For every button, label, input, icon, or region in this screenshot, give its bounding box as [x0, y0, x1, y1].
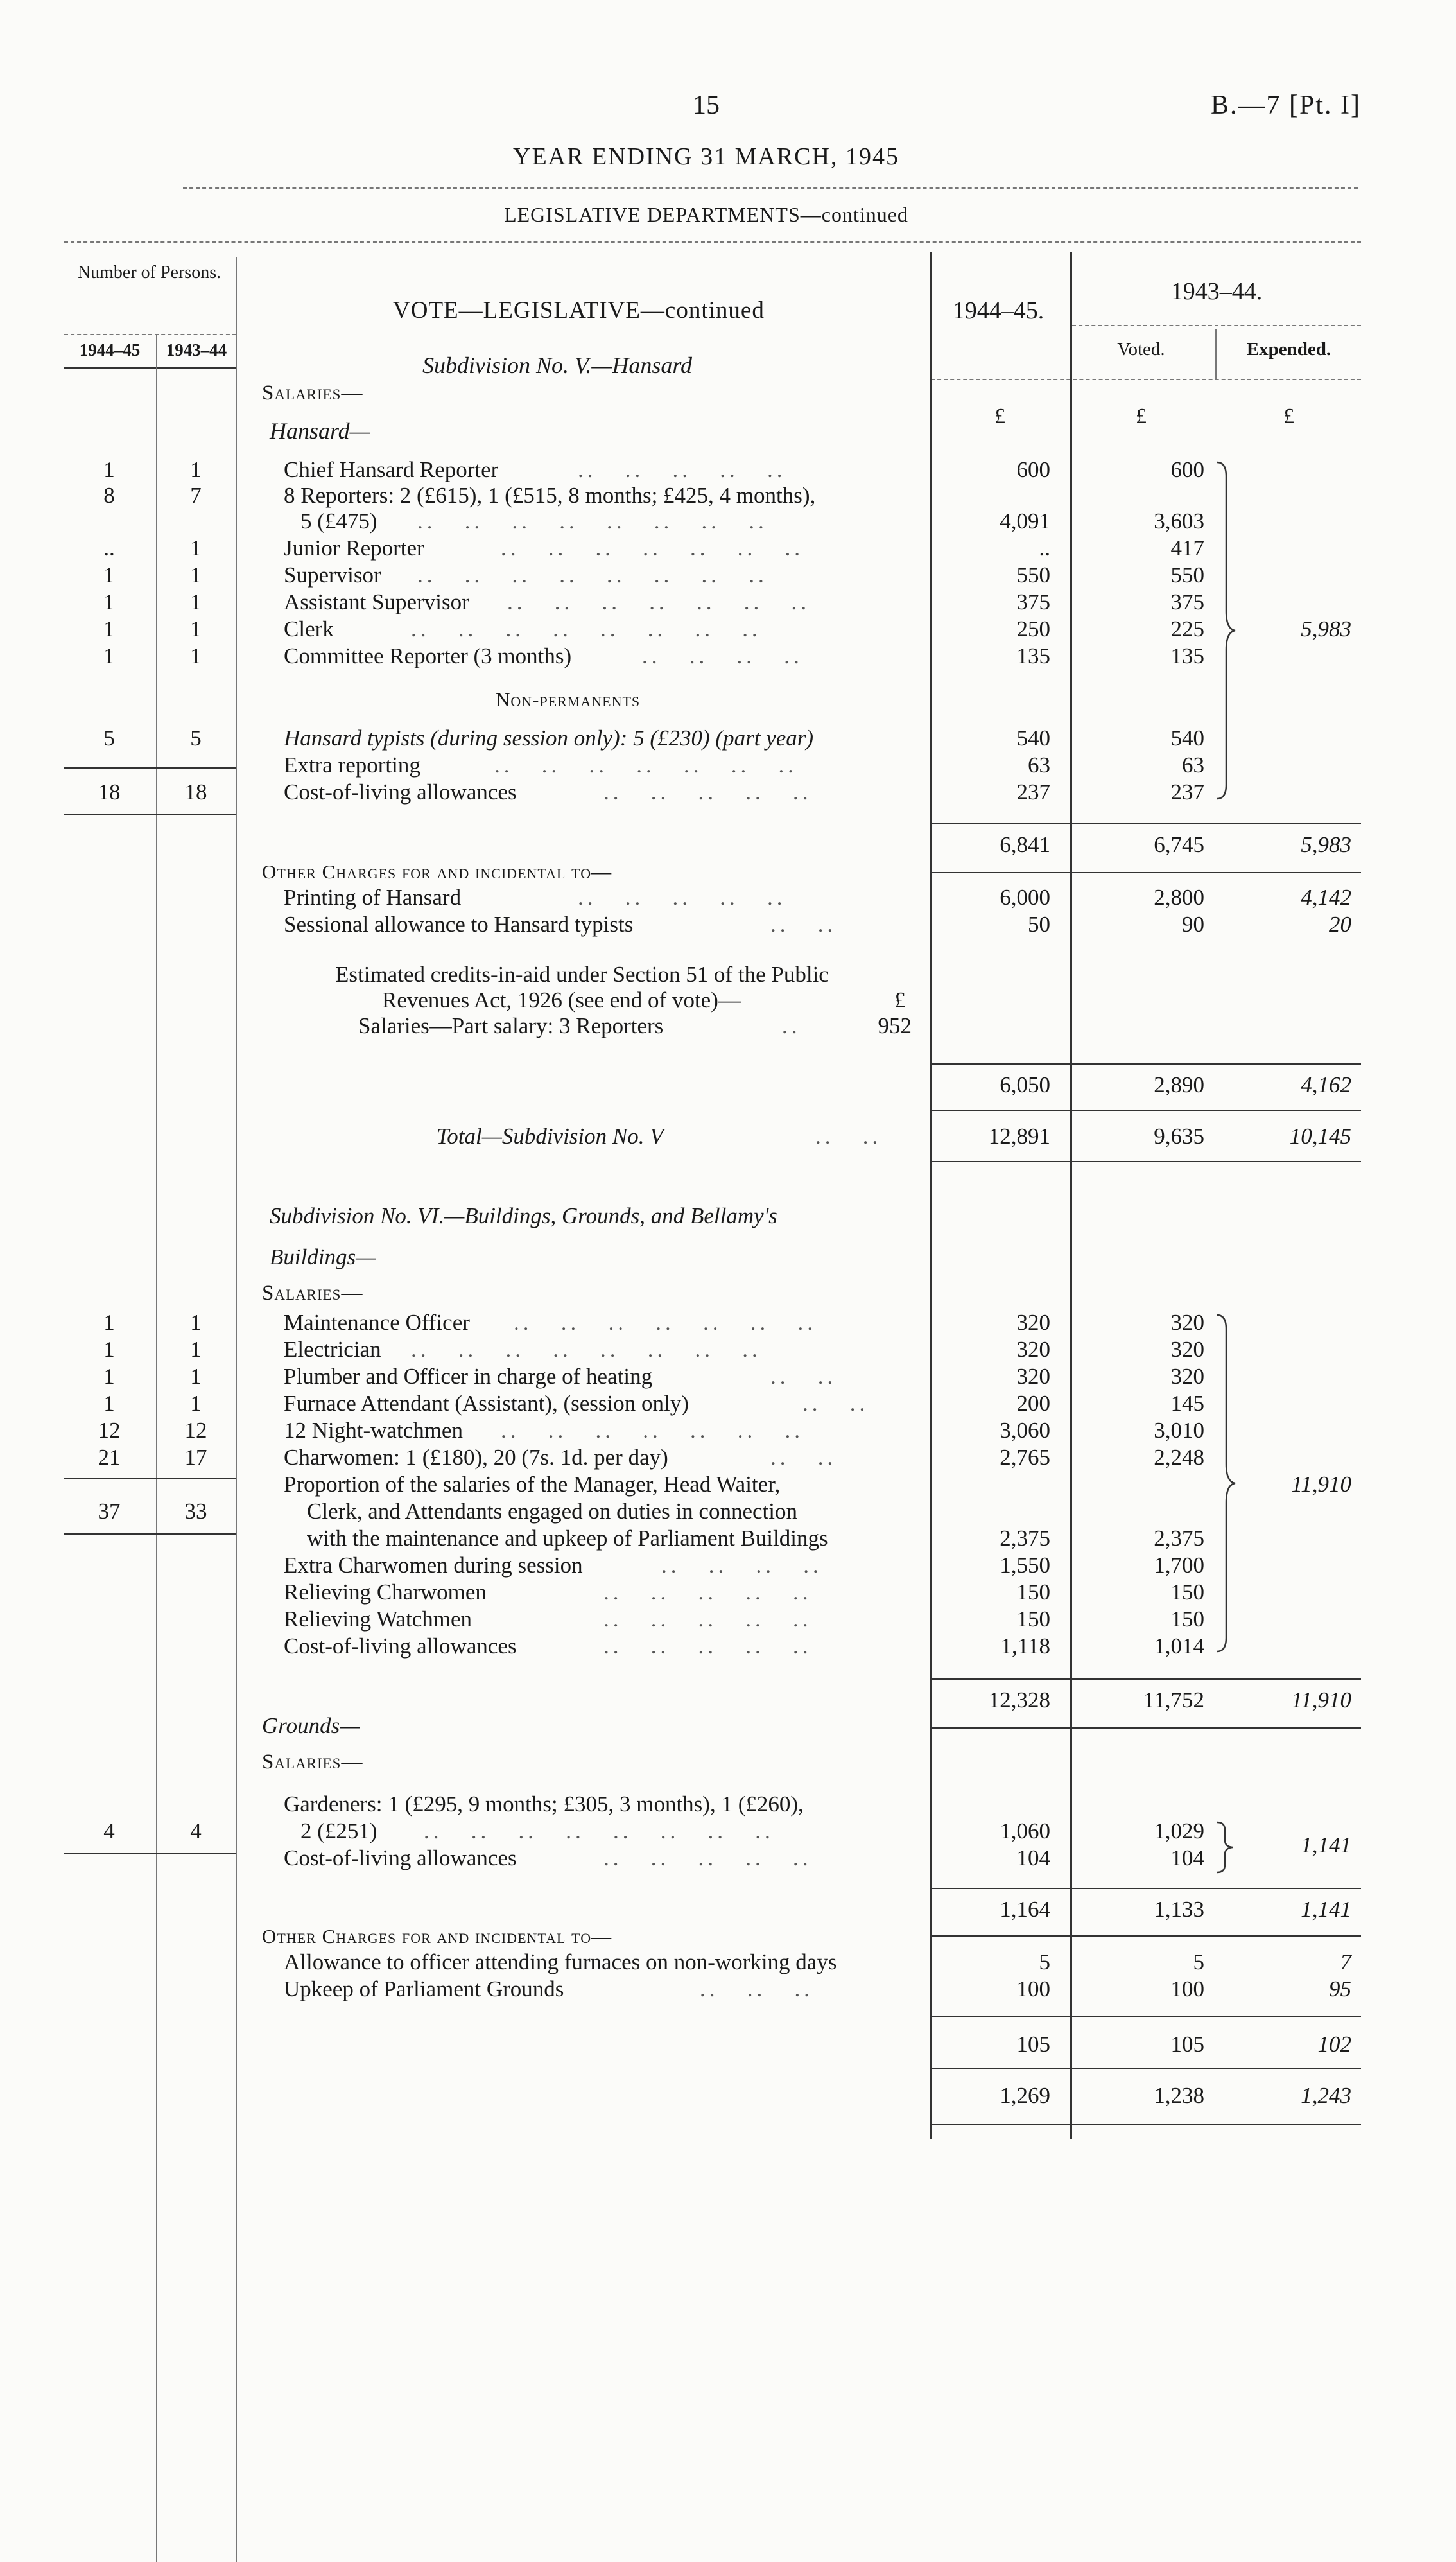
- subtotal-1944-45: 12,328: [988, 1687, 1050, 1712]
- amount-1944-45: 2,765: [1000, 1445, 1050, 1470]
- hansard-heading: Hansard—: [270, 418, 370, 444]
- amount-1944-45: 2,375: [1000, 1526, 1050, 1551]
- unit-1944-45: £: [994, 405, 1005, 428]
- item-label: Maintenance Officer: [284, 1310, 470, 1335]
- amount-1944-45: 320: [1016, 1310, 1050, 1335]
- amount-1944-45: 150: [1016, 1607, 1050, 1632]
- amount-voted: 3,010: [1154, 1418, 1204, 1443]
- item-label: Relieving Watchmen: [284, 1607, 472, 1632]
- persons-header: Number of Persons.: [77, 263, 221, 283]
- amount-voted: 135: [1170, 643, 1204, 668]
- total-expended: 10,145: [1289, 1124, 1351, 1149]
- rule: [931, 1727, 1361, 1729]
- subtotal-expended: 1,141: [1301, 1897, 1351, 1922]
- credits-line-3: Salaries—Part salary: 3 Reporters: [358, 1013, 664, 1038]
- subdivision-5-heading: Subdivision No. V.—Hansard: [422, 353, 693, 378]
- item-label: Gardeners: 1 (£295, 9 months; £305, 3 months), 1 (£260),: [284, 1791, 804, 1817]
- persons-total-1944-45: 37: [98, 1499, 121, 1524]
- item-label: Assistant Supervisor: [284, 589, 469, 614]
- other-charges-heading: Other Charges for and incidental to—: [262, 1925, 612, 1948]
- item-label-continued: 5 (£475): [300, 509, 377, 534]
- rule: [64, 367, 236, 369]
- amount-1944-45: 6,000: [1000, 885, 1050, 910]
- leader-dots: .. .. .. .. .. .. .. ..: [417, 509, 768, 534]
- subtotal-1944-45: 6,841: [1000, 832, 1050, 857]
- persons-1944-45: 12: [98, 1418, 121, 1443]
- column-rule: [1215, 329, 1217, 380]
- leader-dots: .. .. .. .. .. .. ..: [501, 536, 804, 561]
- amount-voted: 320: [1170, 1310, 1204, 1335]
- item-label: 8 Reporters: 2 (£615), 1 (£515, 8 months; £425, 4 months),: [284, 483, 816, 508]
- persons-1943-44: 17: [184, 1445, 207, 1470]
- persons-header-1943-44: 1943–44: [166, 340, 227, 360]
- rule: [64, 1478, 236, 1479]
- subtotal-1944-45: 6,050: [1000, 1072, 1050, 1097]
- leader-dots: .. .. .. .. ..: [603, 1845, 812, 1870]
- credits-line-1: Estimated credits-in-aid under Section 51 of the Public: [335, 962, 829, 987]
- subtotal-1944-45: 1,164: [1000, 1897, 1050, 1922]
- amount-voted: 1,014: [1154, 1634, 1204, 1659]
- leader-dots: .. ..: [770, 1364, 837, 1389]
- amount-1944-45: 3,060: [1000, 1418, 1050, 1443]
- subtotal-expended: 5,983: [1301, 832, 1351, 857]
- item-label: Relieving Charwomen: [284, 1580, 487, 1605]
- rule: [931, 823, 1361, 824]
- amount-voted: 2,248: [1154, 1445, 1204, 1470]
- leader-dots: .. .. .. .. ..: [578, 457, 786, 482]
- item-label: Extra Charwomen during session: [284, 1553, 583, 1578]
- persons-1943-44: 1: [190, 589, 202, 614]
- amount-voted: 320: [1170, 1337, 1204, 1362]
- leader-dots: .. .. .. .. .. .. ..: [494, 753, 797, 778]
- rule: [1072, 325, 1361, 326]
- rule: [64, 767, 236, 769]
- column-rule: [236, 257, 237, 2562]
- item-label: Allowance to officer attending furnaces on non-working days: [284, 1949, 837, 1974]
- amount-voted: 550: [1170, 562, 1204, 588]
- persons-1943-44: 18: [184, 780, 207, 805]
- amount-voted: 375: [1170, 589, 1204, 614]
- total-1944-45: 1,269: [1000, 2083, 1050, 2108]
- unit-voted: £: [1136, 405, 1147, 428]
- persons-1944-45: 1: [103, 616, 115, 641]
- item-label: Cost-of-living allowances: [284, 1634, 517, 1659]
- persons-1943-44: 1: [190, 1310, 202, 1335]
- persons-1943-44: 12: [184, 1418, 207, 1443]
- amount-1944-45: 550: [1016, 562, 1050, 588]
- persons-1943-44: 4: [190, 1818, 202, 1843]
- persons-1944-45: 1: [103, 1310, 115, 1335]
- amount-voted: 100: [1170, 1976, 1204, 2001]
- item-label: Supervisor: [284, 562, 381, 588]
- rule: [64, 334, 236, 335]
- amount-voted: 1,700: [1154, 1553, 1204, 1578]
- amount-expended: 4,142: [1301, 885, 1351, 910]
- amount-voted: 600: [1170, 457, 1204, 482]
- other-charges-heading: Other Charges for and incidental to—: [262, 860, 612, 883]
- total-label: Total—Subdivision No. V: [437, 1124, 664, 1149]
- subtotal-1944-45: 105: [1016, 2032, 1050, 2057]
- right-brace-icon: [1215, 1310, 1240, 1657]
- item-label: Hansard typists (during session only): 5 (£230) (part year): [284, 726, 814, 751]
- rule: [183, 187, 1358, 189]
- item-label: Extra reporting: [284, 753, 420, 778]
- leader-dots: .. .. .. .. .. .. ..: [514, 1310, 817, 1335]
- leader-dots: .. .. .. .. ..: [603, 780, 812, 805]
- persons-1943-44: 5: [190, 726, 202, 751]
- amount-voted: 3,603: [1154, 509, 1204, 534]
- right-brace-icon: [1215, 1818, 1240, 1876]
- amount-1944-45: 1,550: [1000, 1553, 1050, 1578]
- amount-1944-45: 5: [1039, 1949, 1050, 1974]
- expended-group-amount: 5,983: [1301, 616, 1351, 641]
- persons-1943-44: 1: [190, 1364, 202, 1389]
- leader-dots: .. .. .. .. ..: [603, 1580, 812, 1605]
- amount-voted: 90: [1182, 912, 1204, 937]
- rule: [931, 2068, 1361, 2069]
- item-label: Cost-of-living allowances: [284, 780, 517, 805]
- leader-dots: .. .. .. .. .. .. .. ..: [411, 1337, 761, 1362]
- amount-1944-45: 104: [1016, 1845, 1050, 1870]
- rule: [931, 1110, 1361, 1111]
- right-brace-icon: [1215, 457, 1240, 804]
- rule: [931, 1161, 1361, 1162]
- voted-header: Voted.: [1117, 339, 1165, 360]
- amount-voted: 320: [1170, 1364, 1204, 1389]
- amount-expended: 95: [1329, 1976, 1351, 2001]
- amount-voted: 150: [1170, 1580, 1204, 1605]
- subtotal-voted: 1,133: [1154, 1897, 1204, 1922]
- amount-1944-45: 320: [1016, 1364, 1050, 1389]
- subtotal-expended: 4,162: [1301, 1072, 1351, 1097]
- amount-voted: 540: [1170, 726, 1204, 751]
- expended-group-amount: 1,141: [1301, 1833, 1351, 1858]
- leader-dots: .. ..: [802, 1391, 869, 1416]
- subtotal-voted: 11,752: [1143, 1687, 1204, 1712]
- leader-dots: .. .. .. .. .. .. .. ..: [424, 1818, 774, 1843]
- credits-line-2: Revenues Act, 1926 (see end of vote)—: [382, 988, 741, 1013]
- amount-1944-45: 100: [1016, 1976, 1050, 2001]
- rule: [931, 379, 1361, 380]
- amount-1944-45: 375: [1016, 589, 1050, 614]
- unit-expended: £: [1283, 405, 1294, 428]
- credits-amount: 952: [878, 1013, 912, 1038]
- subtotal-voted: 105: [1170, 2032, 1204, 2057]
- persons-1943-44: 1: [190, 562, 202, 588]
- subtotal-expended: 11,910: [1291, 1687, 1351, 1712]
- rule: [931, 2124, 1361, 2125]
- total-voted: 9,635: [1154, 1124, 1204, 1149]
- amount-1944-45: 1,118: [1000, 1634, 1050, 1659]
- leader-dots: .. ..: [770, 912, 837, 937]
- amount-1944-45: 320: [1016, 1337, 1050, 1362]
- persons-1943-44: 1: [190, 1337, 202, 1362]
- persons-header-1944-45: 1944–45: [79, 340, 141, 360]
- rule: [64, 1533, 236, 1535]
- amount-voted: 417: [1170, 536, 1204, 561]
- subtotal-voted: 2,890: [1154, 1072, 1204, 1097]
- leader-dots: .. .. .. .. ..: [603, 1607, 812, 1632]
- persons-total-1943-44: 33: [184, 1499, 207, 1524]
- amount-voted: 145: [1170, 1391, 1204, 1416]
- amount-1944-45: 50: [1028, 912, 1050, 937]
- subtotal-voted: 6,745: [1154, 832, 1204, 857]
- persons-1944-45: 1: [103, 1337, 115, 1362]
- leader-dots: .. .. .. .. .. .. .. ..: [417, 562, 768, 588]
- persons-1944-45: 8: [103, 483, 115, 508]
- persons-1944-45: 1: [103, 589, 115, 614]
- rule: [931, 2016, 1361, 2017]
- amount-voted: 104: [1170, 1845, 1204, 1870]
- amount-voted: 225: [1170, 616, 1204, 641]
- leader-dots: .. .. .. .. ..: [603, 1634, 812, 1659]
- amount-1944-45: 600: [1016, 457, 1050, 482]
- total-voted: 1,238: [1154, 2083, 1204, 2108]
- expended-header: Expended.: [1246, 339, 1331, 360]
- persons-1943-44: 1: [190, 536, 202, 561]
- amount-voted: 63: [1182, 753, 1204, 778]
- leader-dots: .. ..: [770, 1445, 837, 1470]
- amount-voted: 237: [1170, 780, 1204, 805]
- rule: [64, 814, 236, 815]
- item-label-continued: with the maintenance and upkeep of Parliament Buildings: [307, 1526, 828, 1551]
- item-label: Clerk: [284, 616, 334, 641]
- item-label-continued: 2 (£251): [300, 1818, 377, 1843]
- item-label: Cost-of-living allowances: [284, 1845, 517, 1870]
- item-label: Committee Reporter (3 months): [284, 643, 572, 668]
- credits-currency: £: [894, 988, 906, 1013]
- persons-1944-45: ..: [103, 536, 115, 561]
- persons-1944-45: 21: [98, 1445, 121, 1470]
- year-1943-44-header: 1943–44.: [1170, 278, 1263, 305]
- amount-1944-45: 200: [1016, 1391, 1050, 1416]
- amount-1944-45: 63: [1028, 753, 1050, 778]
- amount-voted: 2,800: [1154, 885, 1204, 910]
- leader-dots: .. ..: [815, 1124, 882, 1149]
- grounds-heading: Grounds—: [262, 1713, 360, 1738]
- persons-1944-45: 18: [98, 780, 121, 805]
- amount-1944-45: ..: [1039, 536, 1050, 561]
- persons-1944-45: 5: [103, 726, 115, 751]
- leader-dots: .. .. .. ..: [642, 643, 803, 668]
- leader-dots: ..: [782, 1013, 801, 1038]
- total-1944-45: 12,891: [988, 1124, 1050, 1149]
- item-label: Junior Reporter: [284, 536, 424, 561]
- salaries-heading: Salaries—: [262, 1282, 363, 1305]
- item-label: Printing of Hansard: [284, 885, 462, 910]
- persons-1944-45: 1: [103, 562, 115, 588]
- amount-1944-45: 150: [1016, 1580, 1050, 1605]
- leader-dots: .. .. ..: [700, 1976, 813, 2001]
- rule: [931, 1678, 1361, 1680]
- year-1944-45-header: 1944–45.: [952, 297, 1044, 324]
- amount-voted: 2,375: [1154, 1526, 1204, 1551]
- subtotal-expended: 102: [1317, 2032, 1351, 2057]
- item-label: Proportion of the salaries of the Manager, Head Waiter,: [284, 1472, 781, 1497]
- item-label: Chief Hansard Reporter: [284, 457, 499, 482]
- persons-1943-44: 1: [190, 1391, 202, 1416]
- item-label: Charwomen: 1 (£180), 20 (7s. 1d. per day): [284, 1445, 668, 1470]
- amount-1944-45: 135: [1016, 643, 1050, 668]
- leader-dots: .. .. .. .. .. .. .. ..: [411, 616, 761, 641]
- amount-voted: 1,029: [1154, 1818, 1204, 1843]
- rule: [931, 872, 1361, 873]
- amount-1944-45: 4,091: [1000, 509, 1050, 534]
- persons-1943-44: 1: [190, 643, 202, 668]
- amount-1944-45: 250: [1016, 616, 1050, 641]
- total-expended: 1,243: [1301, 2083, 1351, 2108]
- page-reference: B.—7 [Pt. I]: [1211, 91, 1361, 120]
- persons-1943-44: 1: [190, 457, 202, 482]
- amount-expended: 20: [1329, 912, 1351, 937]
- amount-expended: 7: [1340, 1949, 1351, 1974]
- persons-1944-45: 1: [103, 457, 115, 482]
- persons-1944-45: 4: [103, 1818, 115, 1843]
- vote-heading: VOTE—LEGISLATIVE—continued: [393, 297, 765, 324]
- amount-1944-45: 237: [1016, 780, 1050, 805]
- item-label: Furnace Attendant (Assistant), (session only): [284, 1391, 689, 1416]
- item-label-continued: Clerk, and Attendants engaged on duties in connection: [307, 1499, 797, 1524]
- leader-dots: .. .. .. .. ..: [578, 885, 786, 910]
- item-label: Plumber and Officer in charge of heating: [284, 1364, 653, 1389]
- persons-1944-45: 1: [103, 1364, 115, 1389]
- rule: [64, 1853, 236, 1854]
- item-label: Electrician: [284, 1337, 381, 1362]
- persons-1943-44: 7: [190, 483, 202, 508]
- leader-dots: .. .. .. .. .. .. ..: [507, 589, 810, 614]
- amount-voted: 5: [1193, 1949, 1204, 1974]
- rule: [64, 241, 1361, 243]
- item-label: Sessional allowance to Hansard typists: [284, 912, 634, 937]
- page-number: 15: [693, 91, 720, 120]
- persons-1943-44: 1: [190, 616, 202, 641]
- buildings-heading: Buildings—: [270, 1244, 376, 1269]
- expended-group-amount: 11,910: [1291, 1472, 1351, 1497]
- amount-1944-45: 540: [1016, 726, 1050, 751]
- item-label: 12 Night-watchmen: [284, 1418, 463, 1443]
- rule: [931, 1888, 1361, 1889]
- leader-dots: .. .. .. .. .. .. ..: [501, 1418, 804, 1443]
- persons-1944-45: 1: [103, 1391, 115, 1416]
- amount-voted: 150: [1170, 1607, 1204, 1632]
- amount-1944-45: 1,060: [1000, 1818, 1050, 1843]
- non-permanents-heading: Non-permanents: [496, 688, 641, 711]
- persons-1944-45: 1: [103, 643, 115, 668]
- subdivision-6-heading: Subdivision No. VI.—Buildings, Grounds, and Bellamy's: [270, 1203, 777, 1228]
- rule: [931, 1935, 1361, 1937]
- leader-dots: .. .. .. ..: [661, 1553, 822, 1578]
- item-label: Upkeep of Parliament Grounds: [284, 1976, 564, 2001]
- salaries-heading: Salaries—: [262, 1750, 363, 1773]
- page-subtitle: LEGISLATIVE DEPARTMENTS—continued: [504, 203, 908, 226]
- rule: [931, 1063, 1361, 1065]
- page-title: YEAR ENDING 31 MARCH, 1945: [513, 143, 899, 170]
- salaries-heading: Salaries—: [262, 381, 363, 405]
